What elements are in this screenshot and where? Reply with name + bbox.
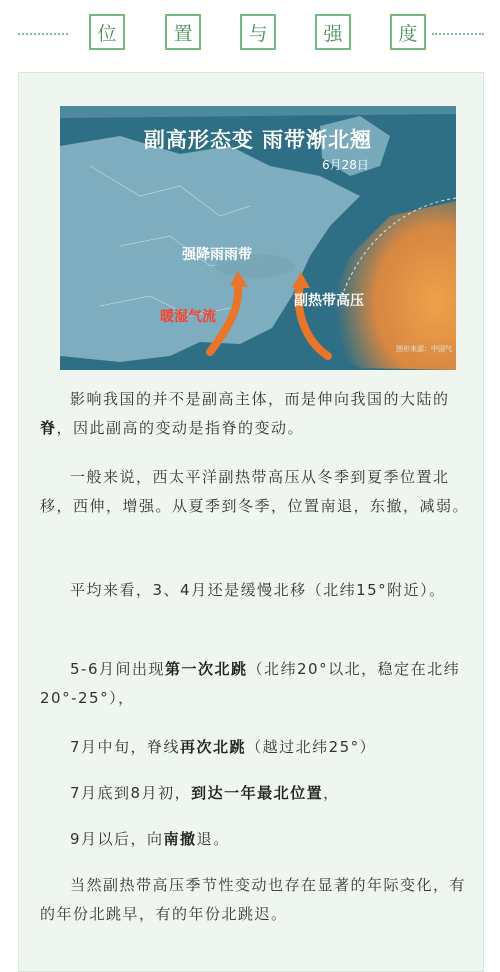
paragraph-text: 7月中旬，脊线 <box>70 738 181 756</box>
map-source: 图形来源：中国气 <box>396 345 452 353</box>
map-label-warm-flow: 暖湿气流 <box>160 309 216 325</box>
paragraph <box>40 385 476 443</box>
paragraph: 当然副热带高压季节性变动也存在显著的年际变化，有的年份北跳早，有的年份北跳迟。 <box>40 876 467 923</box>
emphasis-text: 脊 <box>40 419 57 437</box>
map-label-rain-belt: 强降雨雨带 <box>182 247 252 263</box>
paragraph-text: 7月底到8月初， <box>70 784 192 802</box>
paragraph-text: 5-6月间出现 <box>70 660 165 678</box>
weather-map-image <box>60 106 456 370</box>
emphasis-text: 南撤 <box>163 830 197 848</box>
paragraph-text: ， <box>323 784 340 802</box>
section-header <box>0 0 500 72</box>
paragraph <box>40 825 476 854</box>
paragraph-text: 影响我国的并不是副高主体，而是伸向我国的大陆的 <box>70 390 450 408</box>
paragraph: 平均来看，3、4月还是缓慢北移（北纬15°附近）。 <box>70 581 446 599</box>
paragraph-text: （越过北纬25°） <box>246 738 377 756</box>
paragraph-text: 9月以后，向 <box>70 830 164 848</box>
emphasis-text: 到达一年最北位置 <box>191 784 324 802</box>
paragraph <box>40 655 476 713</box>
paragraph: 一般来说，西太平洋副热带高压从冬季到夏季位置北移，西伸，增强。从夏季到冬季，位置南退，东撤，减弱。 <box>40 468 470 515</box>
header-divider-right <box>432 33 484 35</box>
emphasis-text: 再次北跳 <box>180 738 247 756</box>
paragraph <box>40 733 476 762</box>
title-char-box: 位 <box>89 14 125 50</box>
paragraph-text: （北纬20°以北，稳定在北纬20°-25°）， <box>40 660 461 707</box>
paragraph-text: ，因此副高的变动是指脊的变动。 <box>56 419 305 437</box>
paragraph-text: 退。 <box>196 830 230 848</box>
map-date: 6月28日 <box>322 158 369 172</box>
map-title: 副高形态变 雨带渐北翘 <box>143 128 373 152</box>
map-label-subtropical-high: 副热带高压 <box>294 293 364 309</box>
header-divider-left <box>18 33 68 35</box>
title-char-box: 度 <box>390 14 426 50</box>
paragraph <box>40 779 476 808</box>
title-char-box: 与 <box>240 14 276 50</box>
title-char-box: 置 <box>165 14 201 50</box>
title-char-box: 强 <box>315 14 351 50</box>
emphasis-text: 第一次北跳 <box>165 660 248 678</box>
